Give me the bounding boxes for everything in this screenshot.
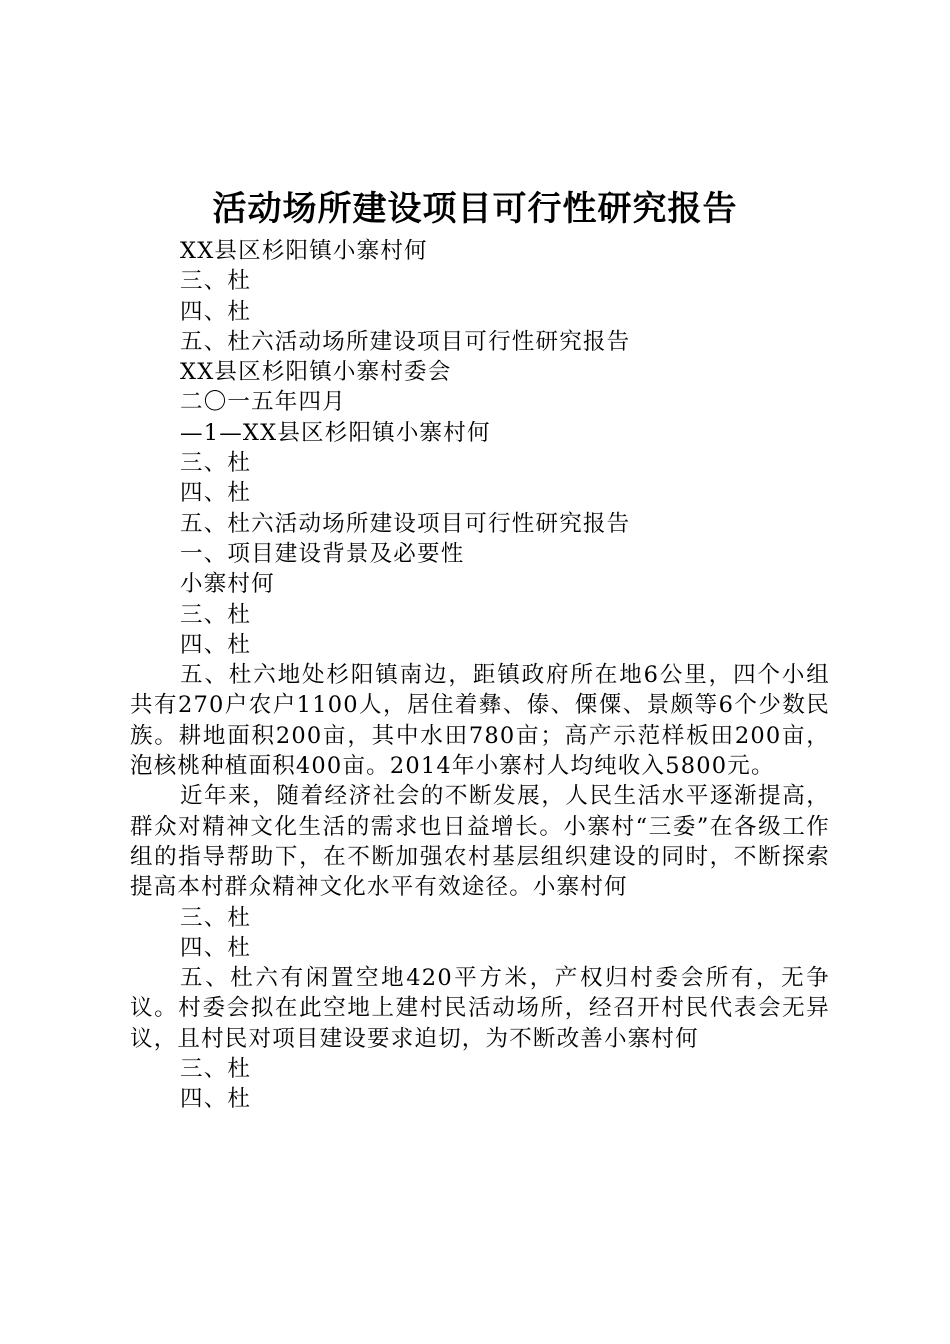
- text-line: 四、杜: [180, 631, 252, 658]
- text-line: 三、杜: [180, 450, 252, 477]
- text-line: 三、杜: [180, 1056, 252, 1083]
- text-line: XX县区杉阳镇小寨村委会: [180, 359, 452, 386]
- text-line: 四、杜: [180, 480, 252, 507]
- text-line: 三、杜: [180, 268, 252, 295]
- text-line: 四、杜: [180, 934, 252, 961]
- page-number-line: —1—XX县区杉阳镇小寨村何: [180, 419, 491, 446]
- section-heading: 一、项目建设背景及必要性: [180, 540, 465, 567]
- paragraph: 近年来，随着经济社会的不断发展，人民生活水平逐渐提高，群众对精神文化生活的需求也日益增长。小寨村“三委”在各级工作组的指导帮助下，在不断加强农村基层组织建设的同时，不断探索提高本村群众精神文化水平有效途径。小寨村何: [130, 783, 830, 901]
- text-line: 五、杜六活动场所建设项目可行性研究报告: [180, 328, 631, 355]
- text-line: 四、杜: [180, 298, 252, 325]
- document-title: 活动场所建设项目可行性研究报告: [212, 189, 738, 229]
- text-line: 四、杜: [180, 1086, 252, 1113]
- paragraph: 五、杜六有闲置空地420平方米，产权归村委会所有，无争议。村委会拟在此空地上建村民活动场所，经召开村民代表会无异议，且村民对项目建设要求迫切，为不断改善小寨村何: [130, 965, 830, 1052]
- text-line: 三、杜: [180, 601, 252, 628]
- date-line: 二〇一五年四月: [180, 389, 346, 416]
- text-line: 小寨村何: [180, 571, 275, 598]
- paragraph: 五、杜六地处杉阳镇南边，距镇政府所在地6公里，四个小组共有270户农户1100人，居住着彝、傣、傈僳、景颇等6个少数民族。耕地面积200亩，其中水田780亩；高产示范样板田200亩，泡核桃种植面积400亩。2014年小寨村人均纯收入5800元。: [130, 662, 830, 780]
- text-line: 三、杜: [180, 904, 252, 931]
- document-body: [130, 236, 830, 1115]
- text-line: 五、杜六活动场所建设项目可行性研究报告: [180, 510, 631, 537]
- text-line: XX县区杉阳镇小寨村何: [180, 238, 428, 264]
